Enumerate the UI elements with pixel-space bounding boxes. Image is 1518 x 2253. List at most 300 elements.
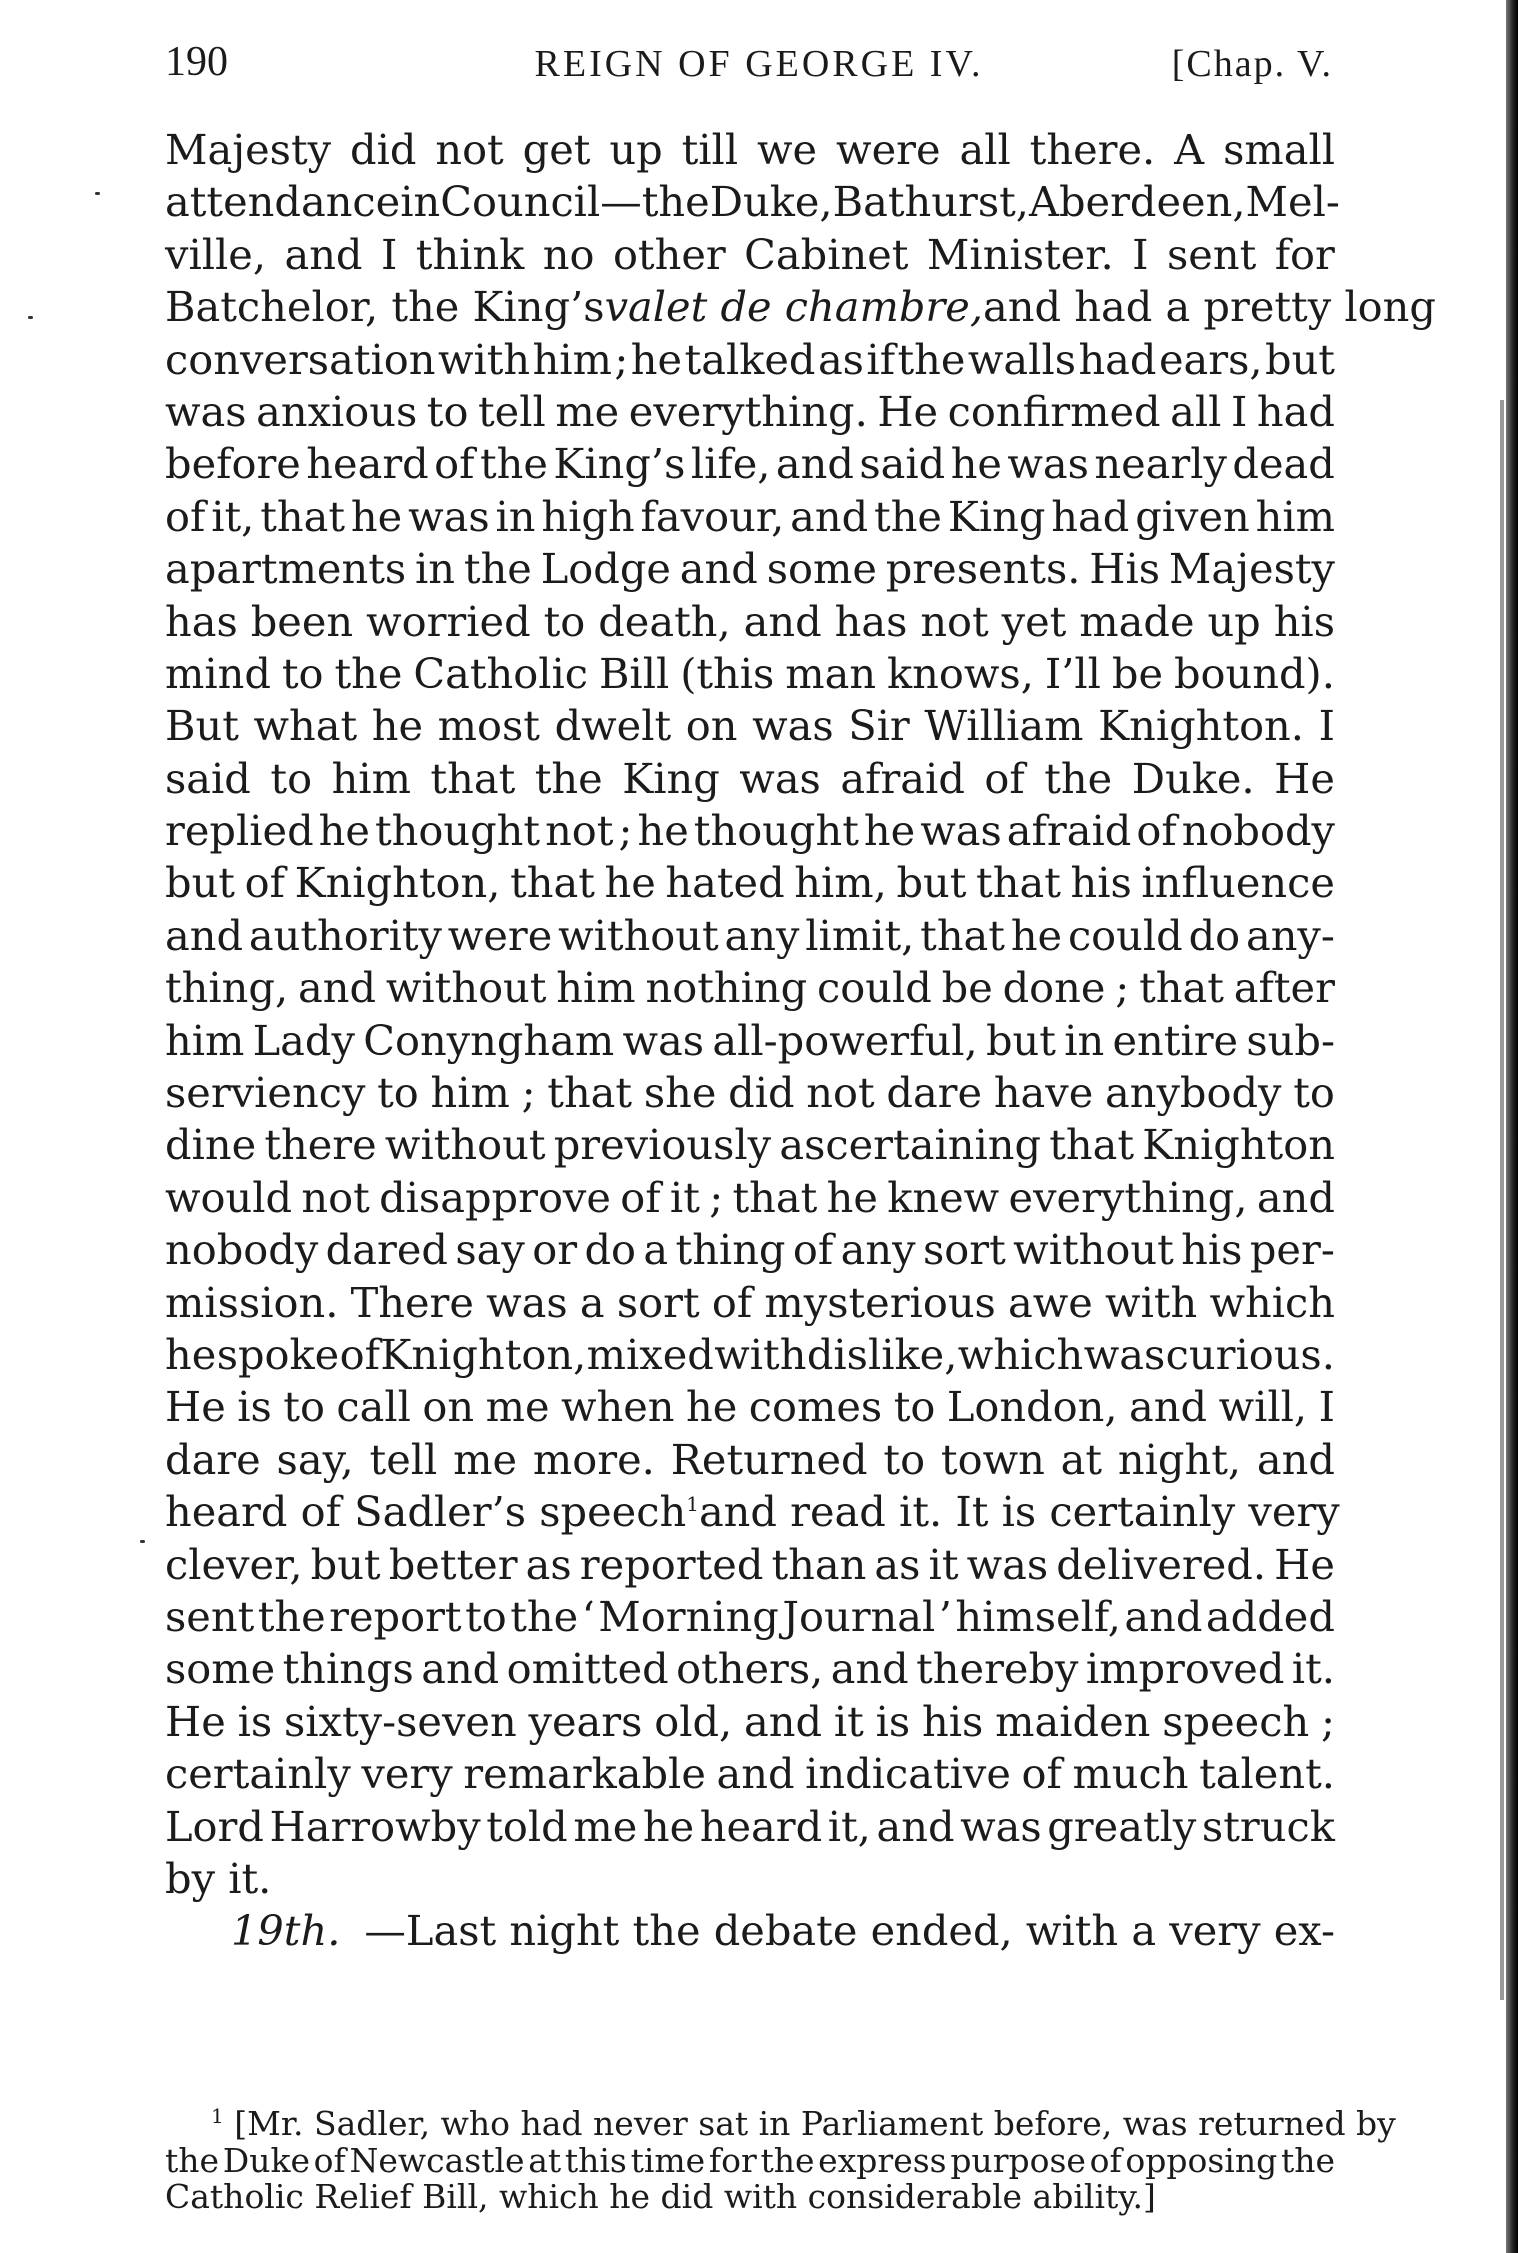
word: of [339,1329,380,1379]
word: and [298,963,377,1013]
word: is [237,1696,273,1746]
word: was [486,1277,568,1327]
text-line: by it. [165,1853,272,1903]
word: as [525,1539,572,1589]
word: and [421,1644,500,1694]
word: made [1079,596,1195,646]
word: tell [369,1434,438,1484]
text-line [165,334,1335,386]
word: ; [1320,1696,1335,1746]
footnote [165,2104,1396,2216]
word: mixed [586,1329,714,1379]
word: Minister. [926,229,1114,279]
word: get [522,125,591,174]
word: replied [165,806,314,856]
word: He [165,1382,226,1432]
word: will, [1218,1382,1308,1432]
text-segment: heard of Sadler’s speech$^1$ [165,1487,699,1537]
word: most [437,701,540,751]
word: He [877,386,939,436]
word: anxious [256,386,418,436]
word: high [541,491,635,541]
word: and [284,229,363,279]
word: ; [521,1068,536,1118]
word: but [985,1015,1056,1065]
word: could [817,963,932,1013]
word: time [630,2140,706,2180]
word: him [532,334,612,384]
word: curious. [1165,1329,1335,1379]
word: added [1205,1591,1335,1641]
page-header [0,38,1518,98]
word: Conyngham [363,1015,615,1065]
word: knows, [887,648,1034,698]
word: mission. [165,1277,339,1327]
page-edge-line [1500,400,1504,2000]
word: dislike, [806,1329,958,1379]
word: anybody [1105,1068,1282,1118]
word: everything, [1008,1172,1248,1222]
word: Council—the [440,177,710,227]
word: his [1070,858,1132,908]
word: of [1021,1749,1062,1799]
word: was [739,753,821,803]
word: I [1318,1382,1335,1432]
word: I [380,229,398,279]
word: that [976,858,1061,908]
word: he [371,701,424,751]
word: said [859,439,946,489]
word: Duke. [1131,753,1255,803]
word: Morning [598,1591,779,1641]
word: comes [748,1382,883,1432]
word: others, [676,1644,824,1694]
word: and [790,491,869,541]
word: call [336,1382,411,1432]
word: say, [276,1434,354,1484]
word: favour, [640,491,785,541]
text-line [165,1277,1335,1329]
word: sent [165,1591,255,1641]
word: certainly [165,1749,351,1799]
word: of [1089,2140,1122,2180]
word: him [331,753,411,803]
word: maiden [995,1696,1151,1746]
word: the [479,439,548,489]
word: a [643,1225,669,1275]
word: and [743,596,822,646]
word: But [165,701,239,751]
word: any [840,1225,916,1275]
word: were [836,125,941,174]
word: if [866,334,896,384]
text-line [165,1067,1335,1119]
word: sixty-seven [283,1696,517,1746]
word: old, [654,1696,733,1746]
word: ascertaining [779,1120,1042,1170]
word: express [818,2140,947,2180]
word: Knighton, [380,1329,587,1379]
word: conversation [165,334,436,384]
word: I [1230,386,1248,436]
text-line [165,124,1335,176]
word: heard [306,439,429,489]
text-line [165,386,1335,438]
word: the [334,648,403,698]
word: or [532,1225,578,1275]
word: him [430,1068,510,1118]
word: Aberdeen, [1029,177,1246,227]
word: dead [1232,439,1335,489]
word: before [165,439,301,489]
word: to [465,1591,507,1641]
text-line [165,1905,1335,1957]
word: Duke [222,2140,310,2180]
word: worried [366,596,531,646]
word: would [165,1172,293,1222]
footnote-ref: 1 [686,1492,699,1517]
word: and [716,1749,795,1799]
word: apartments [165,544,407,594]
word: for [708,2140,757,2180]
word: opposing [1125,2140,1278,2180]
word: up [609,125,663,174]
word: ‘ [581,1591,595,1641]
word: Majesty [165,125,332,174]
word: was [920,806,1002,856]
word: than [771,1539,867,1589]
word: serviency [165,1068,366,1118]
word: ; [709,1172,724,1222]
word: He [165,1696,226,1746]
word: could [1067,910,1183,960]
word: night, [1117,1434,1242,1484]
word: disapprove [379,1172,611,1222]
text-line [165,1119,1335,1171]
word: Mel- [1245,177,1340,227]
word: of [620,1172,661,1222]
word: of [792,1225,834,1275]
word: dine [165,1120,257,1170]
word: improved [1085,1644,1285,1694]
word: it, [211,491,255,541]
word: think [415,229,525,279]
word: ; [614,334,629,384]
word: was [622,1015,705,1065]
word: not [301,1172,370,1222]
word: it. [1291,1644,1335,1694]
word: and [679,544,758,594]
word: was [1083,1329,1166,1379]
word: afraid [840,753,965,803]
text-line [165,1801,1335,1853]
word: Duke, [709,177,833,227]
word: he [863,806,916,856]
word: had [1051,491,1130,541]
text-line [165,1486,1340,1538]
text-line [165,1172,1335,1224]
word: is [237,1382,272,1432]
word: speech [1162,1696,1310,1746]
scan-speck [95,192,100,195]
text-line [165,281,1436,333]
text-line [165,229,1335,281]
word: authority [248,910,442,960]
word: attendance [165,177,401,227]
word: that [1049,1120,1135,1170]
word: he [604,858,656,908]
word: he [630,334,683,384]
word: Sir [848,701,910,751]
word: and [165,910,244,960]
word: King’s [553,439,686,489]
word: dare [886,1068,983,1118]
word: His [1089,544,1161,594]
word: he [165,1329,217,1379]
word: I [1132,229,1149,279]
text-line [165,1591,1335,1643]
word: of [1136,806,1177,856]
word: to [377,1068,419,1118]
word: on [685,701,738,751]
word: to [281,648,324,698]
word: the [760,2140,815,2180]
word: town [940,1434,1045,1484]
word: he [1010,910,1063,960]
word: and [876,1801,955,1851]
word: the [257,1591,326,1641]
word: no [542,229,595,279]
word: given [1135,491,1250,541]
word: all [1170,386,1222,436]
word: not [920,596,989,646]
word: indicative [805,1749,1011,1799]
word: (this [680,648,775,698]
word: this [564,2140,627,2180]
word: not [435,125,504,174]
word: with [437,334,531,384]
word: without [384,1120,546,1170]
word: There [350,1277,474,1327]
word: dwelt [554,701,672,751]
word: and [1256,1434,1335,1484]
word: had [1078,334,1157,384]
word: mysterious [764,1277,996,1327]
word: London, [946,1382,1118,1432]
word: did [350,125,417,174]
word: hated [665,858,785,908]
word: to [283,1382,325,1432]
word: awe [1008,1277,1093,1327]
word: Journal [782,1591,936,1641]
word: He [1274,1539,1335,1589]
word: mind [165,648,271,698]
word: he [637,806,689,856]
word: heard [699,1801,823,1851]
word: after [1233,963,1335,1013]
word: in [495,491,536,541]
word: was [960,1801,1042,1851]
text-line [165,491,1335,543]
text-line [165,753,1335,805]
word: do [584,1225,636,1275]
word: sub- [1246,1015,1335,1065]
word: me [555,386,620,436]
word: omitted [506,1644,669,1694]
word: without [1013,1225,1174,1275]
word: told [486,1801,568,1851]
text-line [165,543,1335,595]
word: to [270,753,313,803]
word: the [463,544,532,594]
word: say [455,1225,525,1275]
word: death, [598,596,731,646]
word: the [874,491,942,541]
word: his [1181,1225,1243,1275]
word: he [950,439,1002,489]
word: the [897,334,966,384]
word: have [993,1068,1094,1118]
word: he [350,491,403,541]
word: Cabinet [744,229,909,279]
text-line [165,648,1335,700]
text-line [165,438,1335,490]
word: of [165,491,206,541]
word: Returned [670,1434,868,1484]
word: ears, [1158,334,1263,384]
text-line [165,1224,1335,1276]
word: sort [922,1225,1006,1275]
word: better [388,1539,518,1589]
word: he [826,1172,878,1222]
word: small [1223,125,1335,174]
word: I [1318,701,1335,751]
page-number: 190 [165,39,228,85]
word: very [361,1749,453,1799]
word: struck [1201,1801,1335,1851]
body-text [165,124,1436,1958]
word: and [775,439,854,489]
word: as [817,334,864,384]
word: some [766,544,877,594]
word: entire [1112,1015,1239,1065]
date-label: 19th. [231,1906,341,1956]
word: she [643,1068,717,1118]
word: years [528,1696,643,1746]
word: Knighton [1142,1120,1335,1170]
word: for [1274,229,1335,279]
footnote-marker: $^1$ [Mr. Sadler, who had never sat in Parliament before, was returned by [211,2104,1396,2143]
word: Newcastle [349,2140,525,2180]
word: things [282,1644,414,1694]
word: in [415,544,456,594]
word: the [510,1591,579,1641]
word: more. [532,1434,655,1484]
word: yet [1001,596,1067,646]
word: Knighton. [1098,701,1304,751]
word: to [883,1434,926,1484]
word: of [711,1277,753,1327]
word: but [1265,334,1335,384]
word: that [260,491,346,541]
word: which [957,1329,1084,1379]
word: ville, [165,229,267,279]
word: that [920,910,1005,960]
word: talent. [1199,1749,1335,1799]
word: ; [618,806,633,856]
word: a [579,1277,605,1327]
word: nobody [1181,806,1335,856]
word: ’ [938,1591,952,1641]
word: Lodge [540,544,671,594]
word: to [543,596,586,646]
word: him [165,1015,245,1065]
word: not [545,806,614,856]
word: of [434,439,475,489]
word: nobody [165,1225,319,1275]
word: him, [794,858,887,908]
word: of [313,2140,346,2180]
footnote-line [165,2140,1335,2180]
word: thought [693,806,859,856]
word: in [1064,1015,1105,1065]
word: nothing [645,963,808,1013]
word: done [1002,963,1106,1013]
word: was [408,491,490,541]
word: till [681,125,739,174]
text-line [165,1381,1335,1433]
word: me [573,1801,638,1851]
text-line [165,805,1335,857]
word: afraid [1006,806,1132,856]
word: is [875,1696,911,1746]
word: influence [1141,858,1335,908]
word: sort [616,1277,700,1327]
word: not [806,1068,875,1118]
word: it, [827,1801,871,1851]
word: as [874,1539,921,1589]
text-segment: and read it. It is certainly very [698,1487,1340,1537]
word: delivered. [1056,1539,1267,1589]
text-line [165,1015,1335,1067]
word: on [422,1382,475,1432]
word: King [947,491,1046,541]
word: that [1139,963,1224,1013]
word: said [165,753,251,803]
word: I’ll [1044,648,1101,698]
word: remarkable [463,1749,706,1799]
word: me [453,1434,518,1484]
word: that [430,753,516,803]
word: that [510,858,595,908]
text-line [165,596,1335,648]
text-line [165,962,1335,1014]
footnote-line: Catholic Relief Bill, which he did with considerable ability.] [165,2177,1156,2216]
word: which [1209,1277,1335,1327]
word: in [400,177,441,227]
word: it [669,1172,700,1222]
text-line [165,700,1335,752]
word: his [1273,596,1335,646]
word: any [724,910,800,960]
chapter-label: [Chap. V. [1171,43,1333,85]
word: but [165,858,235,908]
word: to [1293,1068,1335,1118]
word: report [329,1591,462,1641]
text-segment: Batchelor, the King’s [165,282,605,332]
word: some [165,1644,276,1694]
word: has [165,596,238,646]
